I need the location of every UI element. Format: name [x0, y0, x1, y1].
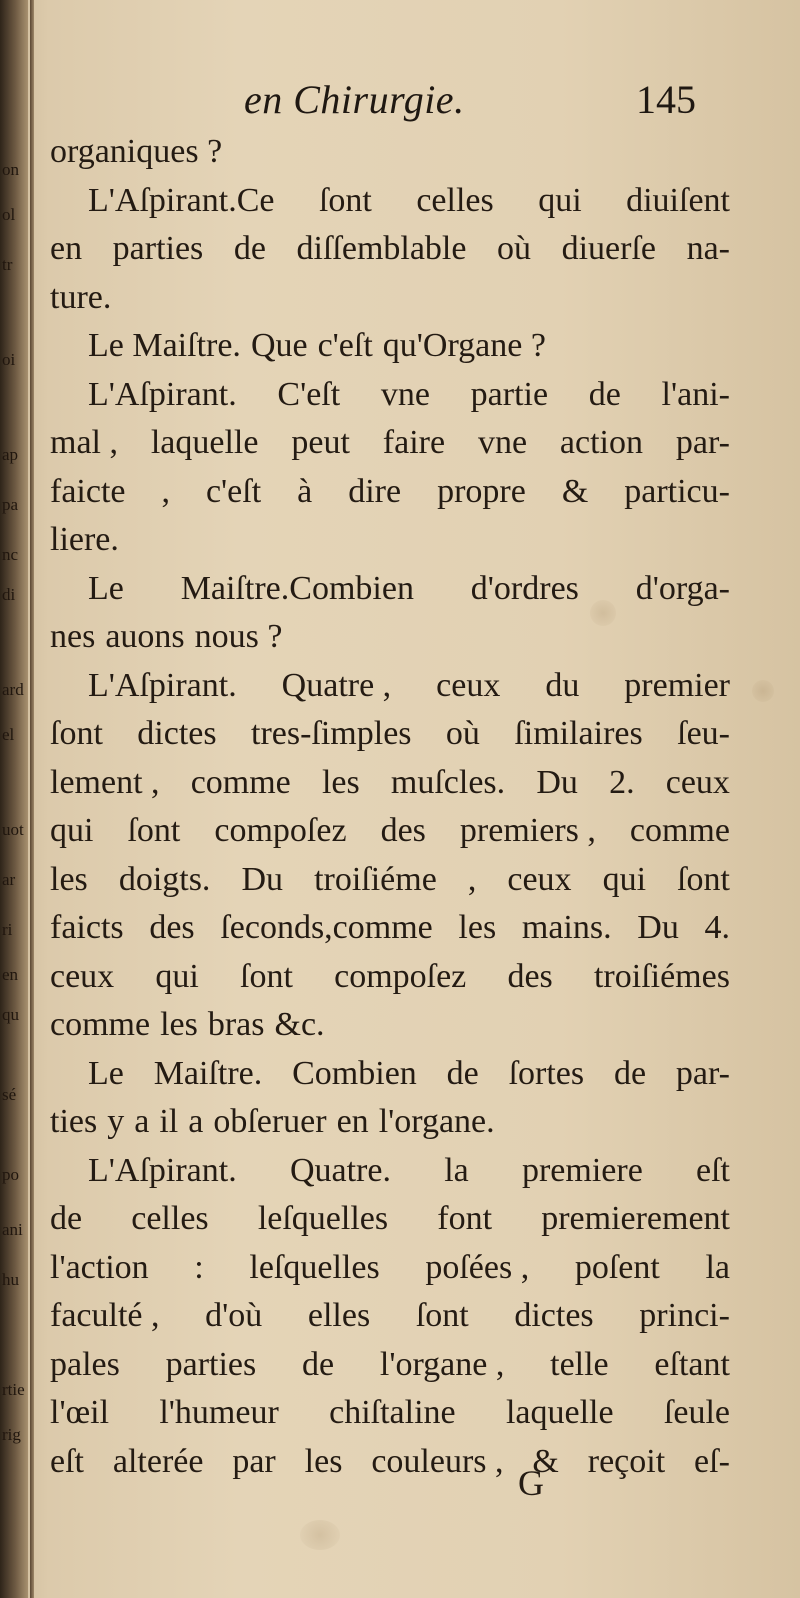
text-word: faire: [382, 424, 446, 461]
running-title: en Chirurgie.: [244, 77, 465, 122]
text-word: ſont: [127, 812, 181, 849]
text-word: nous ?: [194, 618, 283, 655]
text-line: [50, 807, 730, 856]
text-word: Maiſtre.: [153, 1054, 263, 1092]
previous-page-fragment: hu: [2, 1270, 19, 1289]
previous-page-text-fragments: [0, 0, 28, 1598]
text-word: a: [134, 1103, 150, 1140]
text-word: troiſiéme: [314, 860, 437, 898]
text-word: du: [545, 666, 580, 704]
text-word: Le Maiſtre.: [88, 327, 241, 364]
text-word: Quatre.: [289, 1151, 391, 1189]
text-word: bras: [207, 1006, 265, 1043]
text-line: [50, 322, 730, 371]
text-word: ties: [50, 1103, 98, 1140]
text-word: la: [444, 1151, 469, 1189]
text-word: celles: [131, 1200, 209, 1237]
text-word: Combien: [292, 1054, 417, 1092]
text-word: d'orga-: [635, 569, 730, 607]
text-word: propre: [437, 472, 526, 510]
text-word: pales: [50, 1345, 120, 1383]
text-line: [50, 1098, 730, 1147]
text-word: ture.: [50, 278, 112, 316]
text-word: comme: [50, 1006, 151, 1043]
text-word: mains.: [521, 909, 612, 946]
text-line: [50, 856, 730, 905]
text-word: alterée: [112, 1442, 204, 1480]
text-word: la: [705, 1248, 730, 1286]
text-line: [50, 516, 730, 565]
previous-page-fragment: sé: [2, 1085, 17, 1104]
text-word: premierement: [541, 1200, 730, 1237]
text-word: en: [336, 1103, 369, 1140]
text-word: ſimilaires: [514, 715, 643, 752]
text-word: y: [107, 1103, 125, 1140]
text-word: princi-: [639, 1297, 730, 1334]
signature-mark: G: [518, 1463, 544, 1503]
text-word: L'Aſpirant.: [88, 666, 237, 704]
text-word: parties: [112, 230, 204, 267]
paper-stain: [752, 680, 774, 702]
text-word: d'ordres: [470, 569, 579, 607]
text-word: action: [559, 424, 643, 461]
text-word: couleurs ,: [371, 1442, 504, 1480]
previous-page-fragment: en: [2, 965, 19, 984]
previous-page-fragment: el: [2, 725, 15, 744]
text-word: de: [50, 1200, 83, 1237]
text-word: l'ani-: [661, 375, 730, 413]
paper-stain: [300, 1520, 340, 1550]
text-line: [50, 565, 730, 614]
text-word: faculté ,: [50, 1297, 160, 1334]
text-word: particu-: [624, 472, 730, 510]
text-word: les: [50, 860, 88, 898]
text-word: reçoit: [587, 1442, 666, 1480]
text-line: [50, 710, 730, 759]
text-word: liere.: [50, 521, 119, 558]
text-word: par: [232, 1442, 276, 1480]
text-word: de: [446, 1054, 479, 1092]
text-word: :: [194, 1248, 204, 1286]
text-word: auons: [105, 618, 185, 655]
text-word: il: [159, 1103, 179, 1140]
text-word: ceux: [50, 957, 115, 995]
text-line: [50, 274, 730, 323]
text-line: [50, 1001, 730, 1050]
text-word: c'eſt: [317, 327, 373, 364]
text-word: laquelle: [505, 1394, 614, 1431]
text-word: qui: [602, 860, 647, 898]
text-line: [50, 1147, 730, 1196]
text-word: diſſemblable: [296, 230, 467, 267]
text-word: ſortes: [508, 1054, 585, 1092]
body-text: [50, 128, 730, 1486]
text-word: de: [233, 230, 266, 267]
text-word: d'où: [205, 1297, 263, 1334]
text-line: [50, 953, 730, 1002]
text-word: eſt: [696, 1151, 730, 1189]
previous-page-fragment: nc: [2, 545, 19, 564]
page-header: [0, 76, 800, 128]
text-word: L'Aſpirant.Ce: [88, 181, 275, 219]
text-line: [50, 419, 730, 468]
text-word: des: [507, 957, 553, 995]
text-word: dictes: [514, 1297, 594, 1334]
text-word: où: [445, 715, 480, 752]
text-line: [50, 613, 730, 662]
text-word: C'eſt: [277, 375, 341, 413]
previous-page-fragment: pa: [2, 495, 19, 514]
text-line: [50, 759, 730, 808]
text-word: Du: [637, 909, 679, 946]
text-word: Quatre ,: [281, 666, 392, 704]
text-word: comme: [190, 763, 291, 801]
text-word: premiere: [521, 1151, 643, 1189]
text-word: où: [497, 230, 532, 267]
text-word: les: [458, 909, 497, 946]
text-word: faicte: [50, 472, 126, 510]
text-word: de: [302, 1345, 335, 1383]
text-word: Que: [250, 327, 308, 364]
previous-page-fragment: ard: [2, 680, 24, 699]
previous-page-fragment: rig: [2, 1425, 21, 1444]
previous-page-fragment: ri: [2, 920, 13, 939]
text-word: parties: [165, 1345, 257, 1383]
text-word: compoſez: [334, 957, 467, 995]
text-word: qui: [155, 957, 199, 995]
text-word: font: [437, 1200, 493, 1237]
previous-page-fragment: po: [2, 1165, 19, 1184]
text-word: à: [297, 472, 313, 510]
text-word: nes: [50, 618, 96, 655]
text-word: tres-ſimples: [251, 715, 412, 752]
text-word: celles: [416, 181, 494, 219]
text-word: na-: [686, 230, 730, 267]
text-word: ſeconds,comme: [220, 909, 433, 946]
previous-page-fragment: rtie: [2, 1380, 25, 1399]
text-word: doigts.: [118, 860, 211, 898]
text-word: dire: [348, 472, 402, 510]
text-word: eſtant: [654, 1345, 730, 1383]
text-word: l'organe.: [378, 1103, 495, 1140]
text-word: leſquelles: [249, 1248, 380, 1286]
text-word: L'Aſpirant.: [88, 1151, 237, 1189]
text-word: partie: [470, 375, 549, 413]
previous-page-fragment: oi: [2, 350, 16, 369]
text-word: qu'Organe ?: [382, 327, 546, 364]
text-word: ,: [161, 472, 170, 510]
text-word: 2.: [609, 763, 635, 801]
text-word: ſeule: [663, 1394, 730, 1431]
previous-page-fragment: on: [2, 160, 19, 179]
text-word: lement ,: [50, 763, 160, 801]
text-word: ſont: [240, 957, 293, 995]
text-word: ceux: [436, 666, 501, 704]
text-word: mal ,: [50, 424, 118, 461]
text-word: elles: [307, 1297, 371, 1334]
text-word: dictes: [137, 715, 217, 752]
text-word: ſont: [318, 181, 372, 219]
text-word: chiſtaline: [329, 1394, 456, 1431]
text-word: peut: [291, 424, 350, 461]
text-word: par-: [675, 424, 730, 461]
previous-page-fragment: di: [2, 585, 16, 604]
text-word: Du: [241, 860, 284, 898]
text-word: diuiſent: [626, 181, 730, 219]
text-word: obſeruer: [213, 1103, 327, 1140]
text-word: en: [50, 230, 83, 267]
text-word: de: [588, 375, 621, 413]
text-word: compoſez: [214, 812, 347, 849]
text-word: de: [613, 1054, 647, 1092]
text-line: [50, 371, 730, 420]
text-word: poſées ,: [425, 1248, 530, 1286]
text-word: l'humeur: [159, 1394, 279, 1431]
text-line: [50, 225, 730, 274]
text-word: &: [561, 472, 589, 510]
text-word: des: [380, 812, 426, 849]
text-line: [50, 1050, 730, 1099]
text-word: Le: [88, 569, 124, 607]
text-line: [50, 1244, 730, 1293]
text-word: comme: [629, 812, 730, 849]
text-word: les: [160, 1006, 198, 1043]
text-word: diuerſe: [561, 230, 656, 267]
text-line: [50, 1292, 730, 1341]
text-word: leſquelles: [257, 1200, 389, 1237]
text-word: 4.: [704, 909, 730, 946]
previous-page-fragment: tr: [2, 255, 13, 274]
text-word: Maiſtre.Combien: [180, 569, 414, 607]
text-word: ceux: [665, 763, 730, 801]
text-word: des: [149, 909, 195, 946]
text-word: qui: [50, 812, 94, 849]
previous-page-fragment: ap: [2, 445, 19, 464]
text-word: &c.: [274, 1006, 325, 1043]
text-word: les: [321, 763, 360, 801]
previous-page-fragment: ol: [2, 205, 16, 224]
text-word: a: [188, 1103, 204, 1140]
previous-page-fragment: ar: [2, 870, 16, 889]
previous-page-fragment: ani: [2, 1220, 23, 1239]
text-word: laquelle: [150, 424, 259, 461]
text-line: [50, 1195, 730, 1244]
text-word: premiers ,: [459, 812, 596, 849]
page-gutter: [30, 0, 34, 1598]
text-word: L'Aſpirant.: [88, 375, 237, 413]
text-word: l'action: [50, 1248, 149, 1286]
text-word: ſont: [50, 715, 103, 752]
text-word: &: [532, 1442, 559, 1480]
text-word: par-: [675, 1054, 730, 1092]
text-word: faicts: [50, 909, 124, 946]
text-word: eſ-: [694, 1442, 730, 1480]
text-word: c'eſt: [205, 472, 262, 510]
text-line: [50, 128, 730, 177]
text-word: muſcles.: [390, 763, 506, 801]
text-word: troiſiémes: [593, 957, 730, 995]
text-word: qui: [538, 181, 582, 219]
text-word: telle: [550, 1345, 609, 1383]
text-word: vne: [380, 375, 430, 413]
text-word: vne: [477, 424, 528, 461]
text-word: Le: [88, 1054, 124, 1092]
text-word: l'organe ,: [379, 1345, 505, 1383]
text-line: [50, 662, 730, 711]
text-word: ſeu-: [677, 715, 730, 752]
text-line: [50, 468, 730, 517]
text-line: [50, 1438, 730, 1487]
text-word: eſt: [50, 1442, 84, 1480]
text-word: Du: [536, 763, 578, 801]
text-word: ceux: [507, 860, 572, 898]
text-word: l'œil: [50, 1394, 110, 1431]
text-word: ſont: [415, 1297, 469, 1334]
text-word: organiques ?: [50, 133, 223, 170]
text-word: premier: [624, 666, 730, 704]
previous-page-fragment: uot: [2, 820, 24, 839]
text-line: [50, 1389, 730, 1438]
text-line: [50, 1341, 730, 1390]
text-word: poſent: [574, 1248, 660, 1286]
page-number: 145: [636, 77, 696, 122]
text-line: [50, 904, 730, 953]
text-line: [50, 177, 730, 226]
text-word: les: [304, 1442, 343, 1480]
text-word: ſont: [677, 860, 730, 898]
previous-page-fragment: qu: [2, 1005, 19, 1024]
text-word: ,: [467, 860, 477, 898]
